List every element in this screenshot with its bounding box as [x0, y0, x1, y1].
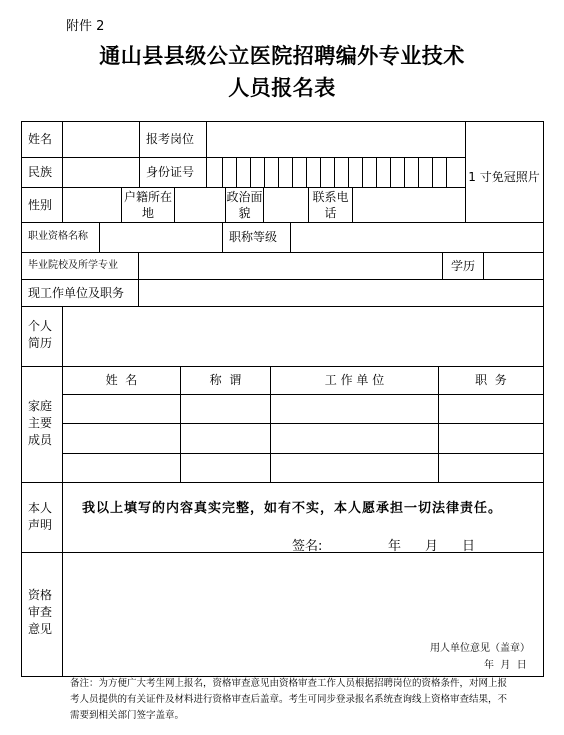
name-label: 姓名	[28, 132, 53, 146]
id-number-label: 身份证号	[146, 165, 195, 179]
qualification-field[interactable]	[100, 223, 221, 252]
declaration-label: 本人声明	[28, 501, 53, 532]
resume-label: 个人简历	[28, 319, 53, 350]
form-title-line1: 通山县县级公立医院招聘编外专业技术	[99, 44, 465, 68]
hukou-label: 户籍所在地	[123, 189, 172, 220]
family-header-name: 姓 名	[105, 373, 138, 387]
school-field[interactable]	[139, 253, 441, 279]
education-label: 学历	[450, 258, 475, 273]
ethnicity-field[interactable]	[63, 158, 138, 187]
signature-year: 年	[388, 539, 402, 554]
review-stamp-label: 用人单位意见（盖章）	[430, 643, 530, 654]
ethnicity-label: 民族	[28, 165, 53, 179]
footnote: 备注：为方便广大考生网上报名，资格审查意见由资格审查工作人员根据招聘岗位的资格条件，对网上报考人员提供的有关证件及材料进行资格审查后盖章。考生可同步登录报名系统查询线上资格审查结果，不需要到相关部门签字盖章。	[70, 678, 508, 721]
hukou-field[interactable]	[175, 188, 224, 222]
work-unit-field[interactable]	[139, 280, 543, 306]
gender-label: 性别	[28, 197, 53, 212]
signature-day: 日	[462, 539, 476, 554]
position-field[interactable]	[207, 122, 464, 157]
work-unit-label: 现工作单位及职务	[28, 285, 125, 300]
signature-month: 月	[425, 539, 439, 554]
political-label: 政治面貌	[226, 189, 263, 220]
phone-field[interactable]	[353, 188, 464, 222]
family-label: 家庭主要成员	[28, 399, 53, 447]
family-header-work-unit: 工 作 单 位	[324, 373, 385, 387]
id-number-field[interactable]	[223, 158, 464, 187]
family-members-rows[interactable]	[63, 395, 543, 482]
qualification-label: 职业资格名称	[28, 231, 88, 242]
form-title-line2: 人员报名表	[228, 76, 336, 100]
title-level-field[interactable]	[291, 223, 543, 252]
position-label: 报考岗位	[146, 132, 195, 146]
attachment-label: 附件 2	[66, 19, 105, 34]
school-label: 毕业院校及所学专业	[28, 259, 118, 271]
education-field[interactable]	[484, 253, 543, 279]
political-field[interactable]	[264, 188, 307, 222]
phone-label: 联系电话	[312, 189, 349, 220]
title-level-label: 职称等级	[229, 230, 278, 244]
family-header-relation: 称 谓	[209, 373, 242, 387]
signature-label: 签名:	[292, 539, 323, 554]
review-label: 资格审查意见	[28, 588, 53, 636]
family-header-duty: 职 务	[475, 373, 507, 387]
gender-field[interactable]	[63, 188, 120, 222]
declaration-text: 我以上填写的内容真实完整，如有不实，本人愿承担一切法律责任。	[82, 501, 503, 516]
resume-field[interactable]	[63, 307, 543, 366]
review-date: 年 月 日	[484, 660, 527, 671]
photo-placeholder: 1 寸免冠照片	[468, 170, 540, 184]
name-field[interactable]	[63, 122, 138, 157]
